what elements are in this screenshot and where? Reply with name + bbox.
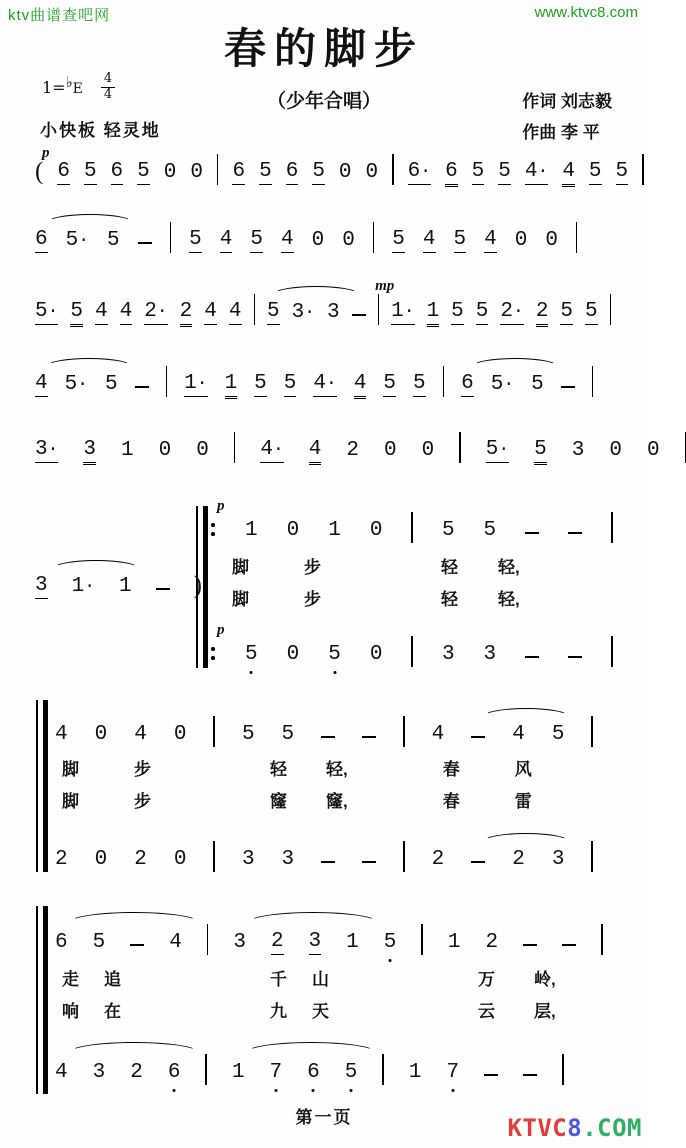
lyric-syllable: 窿	[270, 792, 287, 811]
note: 2·	[500, 300, 524, 323]
note: 5·	[490, 373, 515, 396]
note: 4	[134, 723, 147, 746]
note: 1	[346, 931, 359, 954]
lyric-syllable: 脚	[62, 760, 79, 779]
lyric-syllable: 风	[514, 760, 532, 779]
note: 6	[232, 160, 246, 183]
phrase-close-paren: )	[193, 572, 202, 599]
note: 4	[95, 300, 108, 323]
lyric-syllable: 轻	[441, 590, 458, 609]
note: 5·	[485, 438, 510, 461]
note: 3·	[35, 438, 59, 461]
barline	[411, 636, 413, 667]
note: 2	[130, 1061, 143, 1084]
note: 4	[484, 228, 497, 251]
system3-bracket	[36, 906, 48, 1094]
duration-dash	[362, 736, 376, 738]
system1-lyrics-line2	[232, 588, 520, 610]
lyric-syllable: 千	[270, 970, 287, 989]
duration-dash	[523, 1074, 537, 1076]
note: 5	[413, 372, 426, 395]
note: 1	[231, 1061, 245, 1084]
lyric-syllable: 窿,	[326, 792, 348, 811]
phrase-open-paren: ( p	[35, 159, 43, 185]
barline	[254, 294, 256, 325]
logo-part-ktvc: KTVC	[507, 1114, 568, 1142]
meter-numerator: 4	[103, 71, 113, 86]
duration-dash	[525, 532, 539, 534]
barline	[166, 366, 168, 397]
note: 5	[105, 373, 118, 396]
note: 6	[57, 160, 70, 183]
barline	[610, 294, 612, 325]
lyric-syllable: 步	[304, 590, 321, 609]
note: 5	[254, 372, 267, 395]
site-name-link[interactable]: ktv曲谱查吧网	[8, 7, 111, 24]
repeat-dots	[210, 622, 225, 667]
site-url-link[interactable]: www.ktvc8.com	[534, 4, 638, 21]
duration-dash	[138, 242, 152, 244]
note: 4	[562, 160, 575, 183]
note: 3	[441, 643, 455, 666]
system2-lyrics-line2	[62, 790, 532, 812]
note: 3	[571, 439, 585, 462]
note: 3	[241, 848, 255, 871]
pickup-phrase	[35, 572, 202, 599]
key-prefix: 1=	[42, 77, 66, 97]
note: 6	[110, 160, 124, 183]
rest-note: 0	[514, 229, 528, 252]
barline	[591, 841, 593, 872]
note: 5	[498, 160, 511, 183]
barline	[611, 636, 613, 667]
dynamic-p: p	[217, 622, 225, 638]
note: 5	[92, 931, 106, 954]
note: 5	[250, 228, 263, 251]
lyric-syllable: 响	[62, 1002, 79, 1021]
note: 5	[534, 438, 547, 461]
note: 4	[280, 228, 294, 251]
note: 1	[328, 519, 341, 542]
note: 1	[447, 931, 461, 954]
note: 1	[119, 575, 132, 598]
lyric-syllable: 脚	[232, 558, 249, 577]
note: 5	[551, 723, 565, 746]
note: 2	[512, 848, 525, 871]
note: 2	[535, 300, 549, 323]
note: 5	[615, 160, 629, 183]
song-title: 春的脚步	[223, 27, 424, 73]
rest-note: 0	[163, 161, 177, 184]
melody-line-1	[35, 145, 644, 185]
note: 5	[328, 644, 341, 667]
melody-line-5	[35, 436, 686, 463]
note: 2·	[144, 300, 168, 323]
note: 5	[471, 160, 485, 183]
note: 1	[245, 519, 258, 542]
rest-note: 0	[190, 161, 203, 184]
barline	[403, 716, 405, 747]
barline	[611, 512, 613, 543]
barline	[207, 924, 209, 955]
note: 1·	[71, 575, 96, 598]
credits	[522, 86, 612, 148]
lyric-syllable: 步	[134, 760, 151, 779]
key-letter: E	[72, 81, 83, 98]
note: 4	[228, 300, 242, 323]
barline	[421, 924, 423, 955]
note: 5	[384, 932, 397, 955]
note: 4	[55, 1061, 68, 1084]
rest-note: 0	[369, 519, 383, 542]
duration-dash	[362, 861, 376, 863]
rest-note: 0	[311, 229, 325, 252]
lyric-syllable: 春	[442, 792, 460, 811]
duration-dash	[568, 532, 582, 534]
system1-voice2-notes	[210, 622, 613, 667]
note: 5	[441, 519, 455, 542]
note: 2	[431, 848, 445, 871]
dynamic-p: p	[217, 498, 225, 514]
note: 5	[267, 300, 280, 323]
rest-note: 0	[173, 723, 187, 746]
logo-part-com: .COM	[582, 1114, 642, 1142]
flat-icon: ♭	[65, 73, 73, 92]
lyric-syllable: 层,	[534, 1002, 556, 1021]
note: 1	[426, 300, 440, 323]
note: 3	[83, 438, 97, 461]
note: 3	[327, 301, 340, 324]
barline	[217, 154, 219, 185]
note: 5·	[65, 229, 90, 252]
system1-voice1-notes	[210, 498, 613, 543]
note: 5	[392, 228, 405, 251]
note: 3·	[291, 301, 316, 324]
note: 5	[560, 300, 574, 323]
note: 5	[531, 373, 544, 396]
note: 1·	[184, 372, 208, 395]
lyricist-credit: 作词 刘志毅	[522, 92, 612, 111]
duration-dash	[135, 386, 149, 388]
rest-note: 0	[158, 439, 172, 462]
duration-dash	[568, 656, 582, 658]
lyric-syllable: 轻	[441, 558, 458, 577]
rest-note: 0	[384, 439, 397, 462]
note: 5	[453, 228, 467, 251]
note: 2	[346, 439, 359, 462]
rest-note: 0	[646, 439, 660, 462]
note: 6	[445, 160, 458, 183]
note: 3	[233, 931, 246, 954]
note: 5	[259, 160, 272, 183]
barline	[378, 294, 380, 325]
composer-credit: 作曲 李 平	[522, 123, 600, 142]
note: 5	[483, 519, 497, 542]
barline	[213, 716, 215, 747]
rest-note: 0	[286, 643, 300, 666]
note: 6	[168, 1062, 181, 1085]
duration-dash	[321, 736, 335, 738]
note: 6·	[407, 160, 432, 183]
ensemble-subtitle: （少年合唱）	[266, 91, 381, 112]
note: 3	[551, 848, 565, 871]
lyric-syllable: 春	[442, 760, 460, 779]
rest-note: 0	[286, 519, 300, 542]
barline	[562, 1054, 564, 1085]
system3-lyrics-line2	[62, 1000, 556, 1022]
duration-dash	[352, 314, 366, 316]
note: 5	[312, 160, 325, 183]
system2-lyrics-line1	[62, 758, 532, 780]
rest-note: 0	[369, 643, 383, 666]
lyric-syllable: 脚	[232, 590, 249, 609]
rest-note: 0	[196, 439, 209, 462]
note: 5	[70, 300, 84, 323]
note: 6	[307, 1062, 320, 1085]
note: 2	[179, 300, 193, 323]
note: 4	[308, 438, 322, 461]
note: 5	[281, 723, 295, 746]
note: 4	[204, 300, 217, 323]
barline	[170, 222, 172, 253]
meter-denominator: 4	[101, 87, 115, 103]
note: 2	[55, 848, 68, 871]
lyric-syllable: 天	[312, 1002, 329, 1021]
note: 1·	[391, 300, 415, 323]
barline	[411, 512, 413, 543]
rest-note: 0	[609, 439, 622, 462]
note: 3	[92, 1061, 106, 1084]
page-number: 第一页	[295, 1108, 353, 1127]
ktvc8-logo-link[interactable]	[507, 1114, 642, 1142]
note: 2	[134, 848, 147, 871]
note: 3	[308, 930, 322, 953]
dynamic-p: p	[42, 145, 50, 161]
duration-dash	[484, 1074, 498, 1076]
rest-note: 0	[173, 848, 187, 871]
system2-voice1-notes	[55, 720, 593, 747]
duration-dash	[156, 588, 170, 590]
note: 4·	[313, 372, 337, 395]
lyric-syllable: 云	[478, 1002, 495, 1021]
note: 1	[121, 439, 134, 462]
note: 4	[512, 723, 525, 746]
note: 5	[241, 723, 255, 746]
lyric-syllable: 轻,	[498, 590, 520, 609]
lyric-syllable: 追	[104, 970, 121, 989]
melody-line-2	[35, 226, 577, 253]
rest-note: 0	[94, 723, 108, 746]
note: 5	[137, 160, 150, 183]
note: 5·	[64, 373, 89, 396]
duration-dash	[561, 386, 575, 388]
note: 4	[219, 228, 233, 251]
note: 4	[119, 300, 133, 323]
lyric-syllable: 步	[134, 792, 151, 811]
melody-line-4	[35, 370, 593, 397]
note: 3	[35, 574, 48, 597]
barline	[591, 716, 593, 747]
lyric-syllable: 轻,	[498, 558, 520, 577]
barline	[459, 432, 461, 463]
barline	[234, 432, 236, 463]
duration-dash	[130, 944, 144, 946]
duration-dash	[471, 861, 485, 863]
duration-dash	[525, 656, 539, 658]
repeat-dots	[210, 498, 225, 543]
note: 5	[451, 300, 464, 323]
note: 6	[55, 931, 68, 954]
lyric-syllable: 九	[270, 1002, 287, 1021]
note: 5	[345, 1062, 358, 1085]
note: 6	[461, 372, 474, 395]
duration-dash	[562, 944, 576, 946]
note: 5	[475, 300, 489, 323]
note: 3	[281, 848, 295, 871]
system1-lyrics-line1	[232, 556, 520, 578]
barline	[443, 366, 445, 397]
system2-bracket	[36, 700, 48, 872]
rest-note: 0	[365, 161, 379, 184]
logo-part-8: 8	[567, 1114, 583, 1142]
note: 1	[224, 372, 238, 395]
duration-dash	[471, 736, 485, 738]
duration-dash	[321, 861, 335, 863]
barline	[592, 366, 594, 397]
note: 5	[189, 228, 202, 251]
note: 5	[585, 300, 598, 323]
note: 5	[245, 644, 258, 667]
barline	[601, 924, 603, 955]
melody-line-3: 5· 5 4 4 2· 2 4 4 5 3· 3 mp 1· 1 5 5 2· 2 5 5	[35, 298, 611, 325]
lyric-syllable: 轻,	[326, 760, 348, 779]
note: 5	[107, 229, 120, 252]
duration-dash	[523, 944, 537, 946]
barline	[213, 841, 215, 872]
note: 7	[270, 1062, 283, 1085]
note: 6	[285, 160, 299, 183]
barline	[403, 841, 405, 872]
note: 4	[353, 372, 367, 395]
note: 4·	[260, 438, 284, 461]
note: 3	[483, 643, 497, 666]
note: 5	[383, 372, 397, 395]
note: 6	[35, 228, 48, 251]
lyric-syllable: 岭,	[534, 970, 556, 989]
barline	[205, 1054, 207, 1085]
barline	[392, 154, 394, 185]
note: 5·	[35, 300, 59, 323]
note: 5	[588, 160, 602, 183]
system3-voice2-notes	[55, 1058, 564, 1085]
note: 1	[408, 1061, 422, 1084]
lyric-syllable: 步	[304, 558, 321, 577]
barline	[576, 222, 578, 253]
note: 4	[169, 931, 182, 954]
lyric-syllable: 走	[62, 970, 79, 989]
note: 2	[270, 930, 284, 953]
note: 7	[446, 1062, 459, 1085]
rest-note: 0	[338, 161, 352, 184]
note: 4	[35, 372, 48, 395]
note: 4	[431, 723, 445, 746]
tempo-marking: 小快板 轻灵地	[40, 121, 161, 140]
barline	[373, 222, 375, 253]
lyric-syllable: 在	[104, 1002, 121, 1021]
lyric-syllable: 轻	[270, 760, 287, 779]
rest-note: 0	[342, 229, 355, 252]
system1-bracket	[193, 506, 208, 668]
system3-voice1-notes	[55, 928, 603, 955]
barline	[382, 1054, 384, 1085]
rest-note: 0	[94, 848, 108, 871]
rest-note: 0	[545, 229, 558, 252]
note: 2	[485, 931, 499, 954]
barline	[642, 154, 644, 185]
note: 5	[83, 160, 97, 183]
system2-voice2-notes	[55, 845, 593, 872]
note: 5	[283, 372, 297, 395]
lyric-syllable: 脚	[62, 792, 79, 811]
rest-note: 0	[421, 439, 435, 462]
lyric-syllable: 雷	[514, 792, 532, 811]
note: 4·	[524, 160, 549, 183]
lyric-syllable: 万	[478, 970, 495, 989]
note: 4	[422, 228, 436, 251]
system3-lyrics-line1	[62, 968, 556, 990]
note: 4	[55, 723, 68, 746]
lyric-syllable: 山	[312, 970, 329, 989]
